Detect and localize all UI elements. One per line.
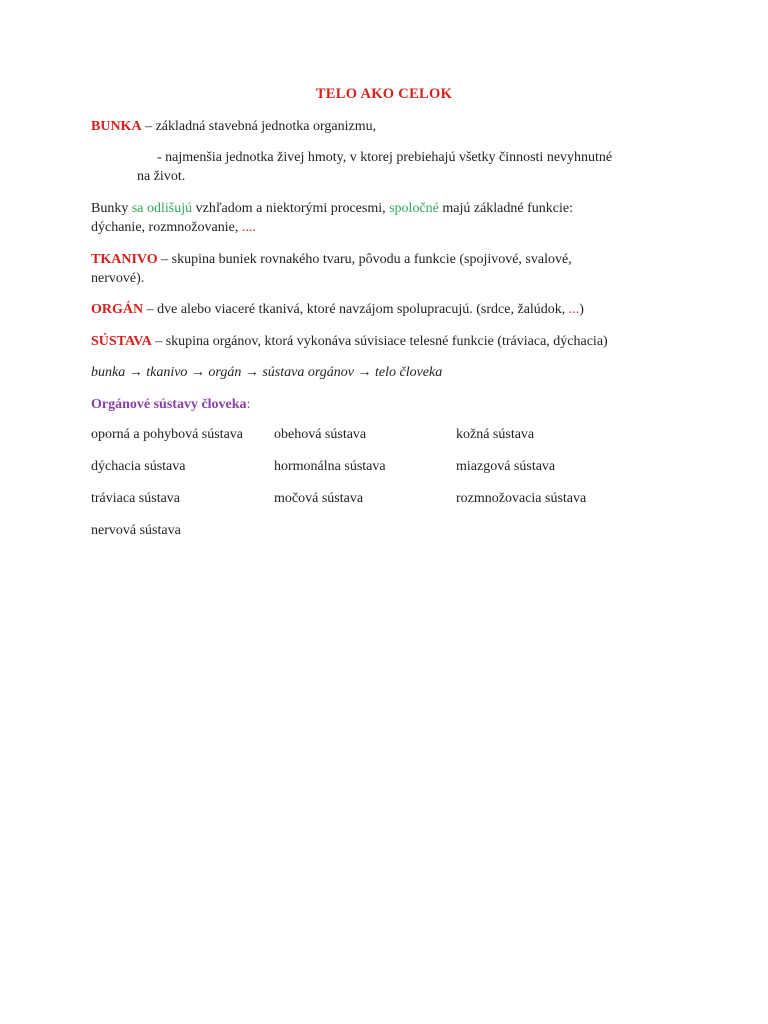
bunky-ellipsis: .... [241, 220, 256, 235]
bunky-line-2: dýchanie, rozmnožovanie, [91, 220, 242, 235]
term-organ: ORGÁN [91, 302, 144, 317]
list-item: obehová sústava [274, 427, 367, 442]
sustava-definition [91, 332, 691, 351]
bunky-text-2: vzhľadom a niektorými procesmi, [192, 201, 390, 216]
list-item: dýchacia sústava [91, 459, 186, 474]
organ-ellipsis: ... [568, 302, 580, 317]
bunky-highlight-spolocne: spoločné [389, 201, 439, 216]
bunka-sub-line-2: na život. [137, 169, 186, 184]
list-item: kožná sústava [456, 427, 535, 442]
bunky-text-3: majú základné funkcie: [438, 201, 573, 216]
tkanivo-def-text: – skupina buniek rovnakého tvaru, pôvodu a funkcie (spojivové, svalové, [157, 252, 572, 267]
page-title: TELO AKO CELOK [315, 86, 453, 102]
tkanivo-definition [91, 250, 691, 288]
list-item: hormonálna sústava [274, 459, 386, 474]
term-tkanivo: TKANIVO [91, 252, 158, 267]
tkanivo-def-text-2: nervové). [91, 271, 145, 286]
sustava-def-text: – skupina orgánov, ktorá vykonáva súvisiace telesné funkcie (tráviaca, dýchacia) [151, 334, 608, 349]
bunky-text-1: Bunky [91, 201, 132, 216]
systems-heading-colon: : [246, 397, 251, 412]
list-item: oporná a pohybová sústava [91, 427, 244, 442]
list-item: močová sústava [274, 491, 364, 506]
systems-heading-label: Orgánové sústavy človeka [91, 397, 247, 412]
organ-def-text: – dve alebo viaceré tkanivá, ktoré navzájom spolupracujú. (srdce, žalúdok, [143, 302, 569, 317]
bunka-def-text: – základná stavebná jednotka organizmu, [141, 119, 377, 134]
bunka-sub-line-1: - najmenšia jednotka živej hmoty, v ktorej prebiehajú všetky činnosti nevyhnutné [157, 150, 613, 165]
organ-close-paren: ) [579, 302, 584, 317]
list-item: nervová sústava [91, 523, 181, 538]
list-item: tráviaca sústava [91, 491, 181, 506]
bunky-paragraph [91, 199, 691, 237]
bunka-definition [91, 117, 691, 136]
list-item: miazgová sústava [456, 459, 556, 474]
list-item: rozmnožovacia sústava [456, 491, 587, 506]
term-bunka: BUNKA [91, 119, 142, 134]
organ-definition [91, 300, 691, 319]
term-sustava: SÚSTAVA [91, 334, 152, 349]
systems-heading [91, 395, 691, 414]
hierarchy-chain: bunka → tkanivo → orgán → sústava orgánov → telo človeka [91, 365, 443, 380]
bunky-highlight-odlisuju: sa odlišujú [131, 201, 193, 216]
